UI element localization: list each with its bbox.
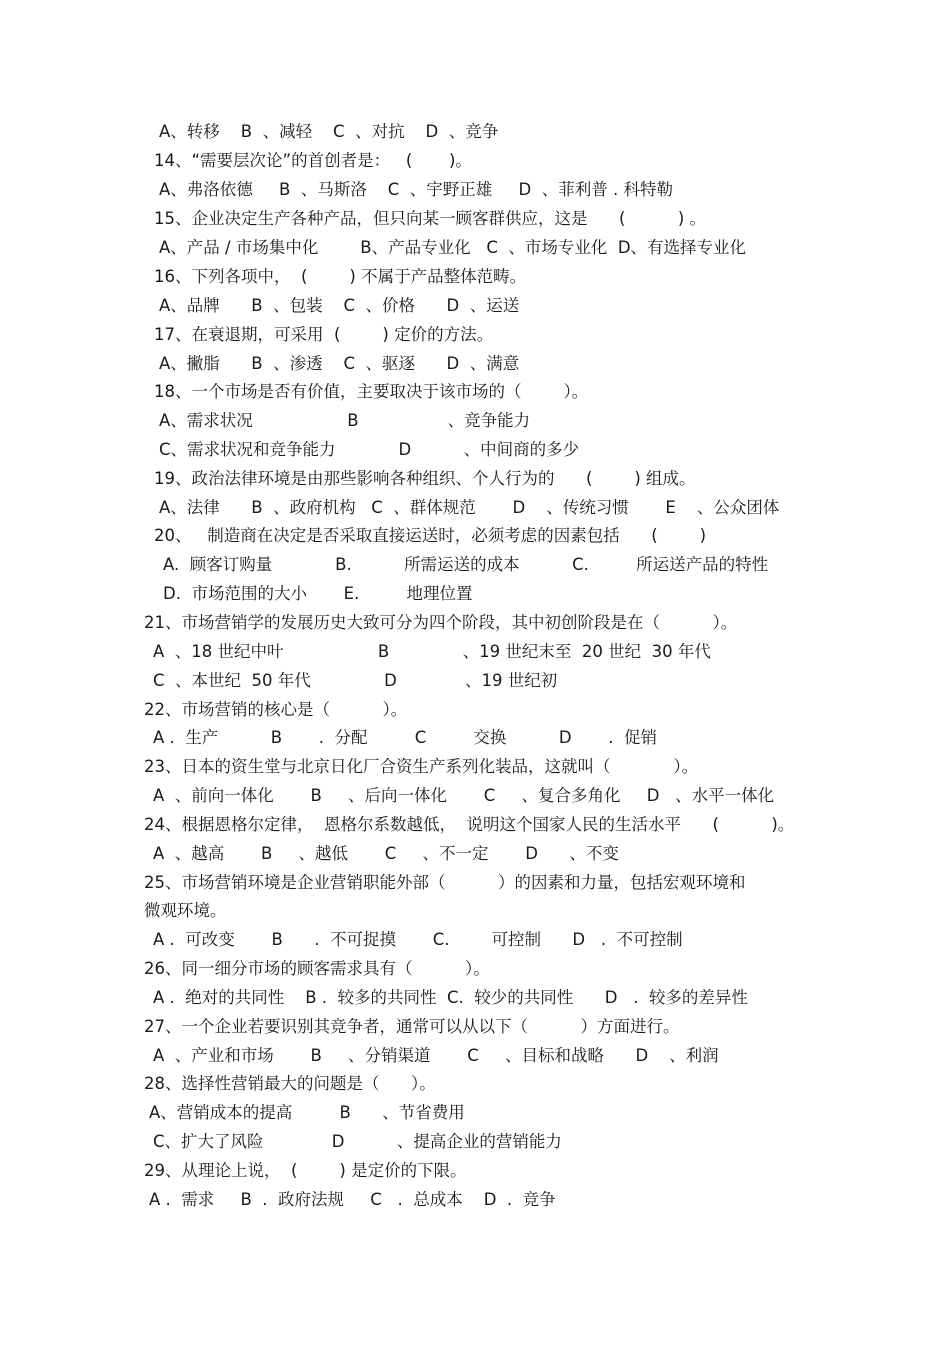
option-line: D. 市场范围的大小 E. 地理位置 [163, 584, 473, 603]
option-line: A 、越高 B 、越低 C 、不一定 D 、不变 [153, 844, 619, 863]
question-line: 14、“需要层次论”的首创者是： ( )。 [154, 151, 472, 170]
question-line-continued: 微观环境。 [144, 901, 227, 920]
option-line: A 、前向一体化 B 、后向一体化 C 、复合多角化 D 、水平一体化 [153, 786, 775, 805]
option-line: A、需求状况 B 、竞争能力 [159, 411, 531, 430]
option-line: C、需求状况和竞争能力 D 、中间商的多少 [159, 440, 580, 459]
question-line: 15、企业决定生产各种产品，但只向某一顾客群供应，这是 ( ) 。 [154, 209, 707, 228]
question-line: 26、同一细分市场的顾客需求具有（ ）。 [144, 959, 490, 978]
option-line: A、撇脂 B 、渗透 C 、驱逐 D 、满意 [159, 354, 520, 373]
option-line: C、扩大了风险 D 、提高企业的营销能力 [153, 1132, 562, 1151]
question-line: 21、市场营销学的发展历史大致可分为四个阶段，其中初创阶段是在（ ）。 [144, 613, 738, 632]
option-line: A 、18 世纪中叶 B 、19 世纪末至 20 世纪 30 年代 [153, 642, 711, 661]
question-line: 20、 制造商在决定是否采取直接运送时，必须考虑的因素包括 ( ) [154, 526, 707, 545]
option-line: A、营销成本的提高 B 、节省费用 [149, 1103, 465, 1122]
option-line: A、产品 / 市场集中化 B、产品专业化 C 、市场专业化 D、有选择专业化 [159, 238, 747, 257]
question-line: 23、日本的资生堂与北京日化厂合资生产系列化装品，这就叫（ ）。 [144, 757, 699, 776]
question-line: 16、下列各项中， ( ) 不属于产品整体范畴。 [154, 267, 527, 286]
option-line: A、转移 B 、减轻 C 、对抗 D 、竞争 [159, 122, 499, 141]
option-line: A . 绝对的共同性 B . 较多的共同性 C. 较少的共同性 D . 较多的差异性 [153, 988, 748, 1007]
option-line: A 、产业和市场 B 、分销渠道 C 、目标和战略 D 、利润 [153, 1046, 719, 1065]
option-line: A. 顾客订购量 B. 所需运送的成本 C. 所运送产品的特性 [163, 555, 769, 574]
question-line: 18、一个市场是否有价值，主要取决于该市场的（ ）。 [154, 382, 589, 401]
question-line: 19、政治法律环境是由那些影响各种组织、个人行为的 ( ) 组成。 [154, 469, 696, 488]
option-line: A、弗洛依德 B 、马斯洛 C 、宇野正雄 D 、菲利普 . 科特勒 [159, 180, 673, 199]
option-line: A . 需求 B . 政府法规 C . 总成本 D . 竞争 [149, 1190, 556, 1209]
question-line: 29、从理论上说， ( ) 是定价的下限。 [144, 1161, 467, 1180]
question-line: 27、一个企业若要识别其竞争者，通常可以从以下（ ）方面进行。 [144, 1017, 680, 1036]
option-line: A . 可改变 B . 不可捉摸 C. 可控制 D . 不可控制 [153, 930, 683, 949]
question-line: 25、市场营销环境是企业营销职能外部（ ）的因素和力量，包括宏观环境和 [144, 873, 746, 892]
question-line: 28、选择性营销最大的问题是（ ）。 [144, 1074, 436, 1093]
option-line: C 、本世纪 50 年代 D 、19 世纪初 [153, 671, 558, 690]
option-line: A . 生产 B . 分配 C 交换 D . 促销 [153, 728, 658, 747]
option-line: A、法律 B 、政府机构 C 、群体规范 D 、传统习惯 E 、公众团体 [159, 498, 780, 517]
option-line: A、品牌 B 、包装 C 、价格 D 、运送 [159, 296, 520, 315]
question-line: 22、市场营销的核心是（ ）。 [144, 700, 408, 719]
question-line: 17、在衰退期，可采用 ( ) 定价的方法。 [154, 325, 494, 344]
question-line: 24、根据恩格尔定律， 恩格尔系数越低， 说明这个国家人民的生活水平 ( )。 [144, 815, 795, 834]
